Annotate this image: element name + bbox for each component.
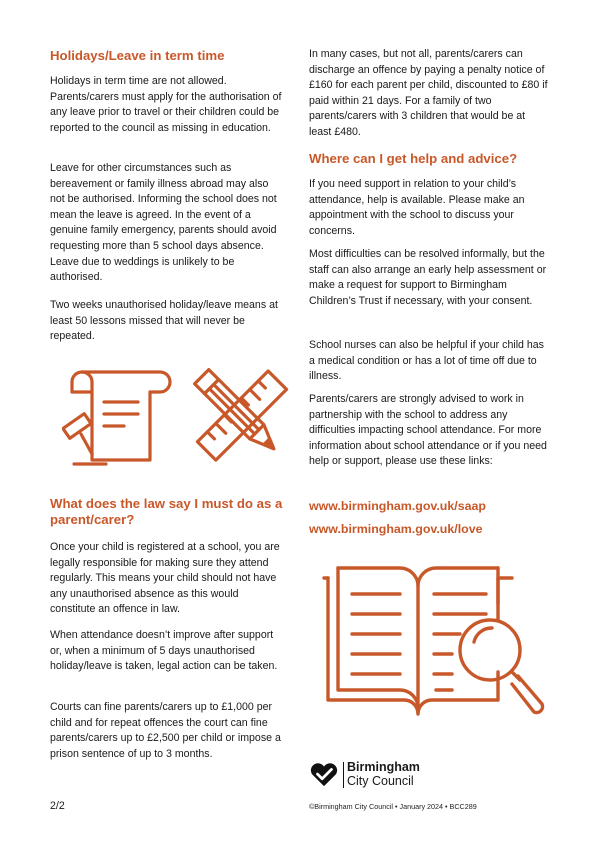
logo-text xyxy=(347,760,420,788)
open-book-magnifier-icon xyxy=(320,564,550,744)
logo-line-2: City Council xyxy=(347,774,414,788)
paragraph-help-4: Parents/carers are strongly advised to work in partnership with the school to address any difficulties impacting school attendance. For more information about school attendance or if you need help or support, please use these links: xyxy=(309,393,547,468)
page-number: 2/2 xyxy=(50,800,65,812)
link-love[interactable]: www.birmingham.gov.uk/love xyxy=(309,522,483,536)
logo-divider xyxy=(343,762,344,788)
heading-law: What does the law say I must do as a parent/carer? xyxy=(50,496,283,527)
paragraph-penalty: In many cases, but not all, parents/carers can discharge an offence by paying a penalty notice of £160 for each parent per child, discounted to £80 if paid within 21 days. For a family of two parents/carers with 3 children that would be at least £480. xyxy=(309,48,548,138)
ruler-pencil-icon xyxy=(192,362,292,472)
paragraph-holidays-1: Holidays in term time are not allowed. Parents/carers must apply for the authorisation of any leave prior to travel or their children could be reported to the council as missing in education. xyxy=(50,75,282,134)
link-saap[interactable]: www.birmingham.gov.uk/saap xyxy=(309,499,486,513)
document-gavel-icon xyxy=(62,362,182,472)
birmingham-heart-logo xyxy=(309,762,339,788)
heading-holidays: Holidays/Leave in term time xyxy=(50,48,225,63)
paragraph-holidays-2: Leave for other circumstances such as bereavement or family illness abroad may also not be authorised. Informing the school does not mean the leave is agreed. In the event of a genuine family emergency, parents should avoid requesting more than 5 school days absence. Leave due to weddings is unlikely to be authorised. xyxy=(50,162,277,284)
paragraph-law-3: Courts can fine parents/carers up to £1,000 per child and for repeat offences the court can fine parents/carers up to £2,500 per child or impose a prison sentence of up to 3 months. xyxy=(50,701,281,760)
paragraph-help-1: If you need support in relation to your child’s attendance, help is available. Please make an appointment with the school to discuss your concerns. xyxy=(309,178,525,237)
heading-help: Where can I get help and advice? xyxy=(309,151,518,166)
paragraph-holidays-3: Two weeks unauthorised holiday/leave means at least 50 lessons missed that will never be repeated. xyxy=(50,299,278,343)
copyright-notice: ©Birmingham City Council • January 2024 • BCC289 xyxy=(309,802,477,811)
birmingham-logo xyxy=(309,760,449,790)
logo-line-1: Birmingham xyxy=(347,760,420,774)
paragraph-help-3: School nurses can also be helpful if your child has a medical condition or has a lot of time off due to illness. xyxy=(309,339,544,383)
paragraph-law-1: Once your child is registered at a school, you are legally responsible for making sure they attend regularly. This means your child should not have any unauthorised absence as this would constitute an offence in law. xyxy=(50,541,280,616)
paragraph-help-2: Most difficulties can be resolved informally, but the staff can also arrange an early help assessment or make a request for support to Birmingham Children’s Trust if necessary, with your consent. xyxy=(309,248,547,307)
paragraph-law-2: When attendance doesn’t improve after support or, when a minimum of 5 days unauthorised holiday/leave is taken, legal action can be taken. xyxy=(50,629,278,673)
